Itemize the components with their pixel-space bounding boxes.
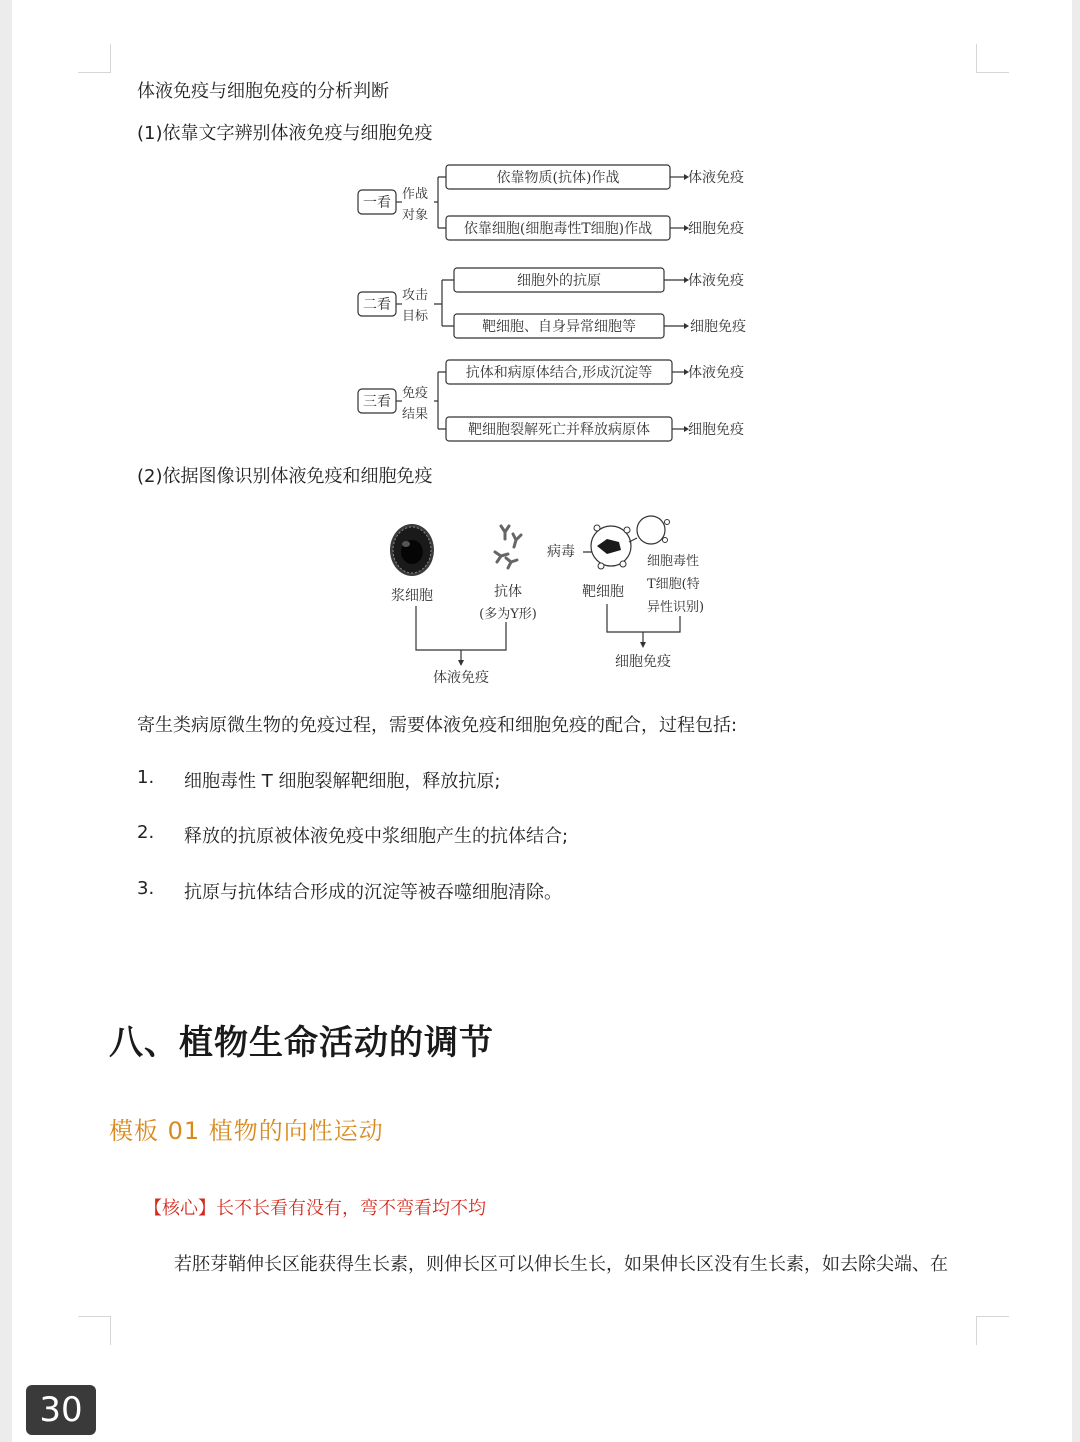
antibody-icon [495,526,521,568]
intro-paragraph: 寄生类病原微生物的免疫过程，需要体液免疫和细胞免疫的配合，过程包括: [137,715,738,736]
plasma-cell-label: 浆细胞 [391,588,433,604]
step-text: 释放的抗原被体液免疫中浆细胞产生的抗体结合; [184,826,569,847]
look-label: 三看 [363,394,391,410]
step-number: 1. [137,767,155,788]
virus-label: 病毒 [547,544,575,560]
criterion-text: 依靠细胞(细胞毒性T细胞)作战 [463,221,653,237]
criterion-text: 依靠物质(抗体)作战 [496,170,620,186]
criterion-label: 作战 [402,187,429,202]
immunity-figure [375,512,735,692]
subheading-2: (2)依据图像识别体液免疫和细胞免疫 [137,466,433,487]
crop-mark [78,44,111,73]
target-cell-icon [591,525,631,569]
step-number: 2. [137,822,155,843]
step-number: 3. [137,878,155,899]
t-cell-label-1: 细胞毒性 [647,554,700,569]
result-label: 体液免疫 [688,170,744,186]
t-cell-label-3: 异性识别) [647,600,705,615]
criterion-text: 靶细胞、自身异常细胞等 [482,319,636,335]
step-text: 细胞毒性 T 细胞裂解靶细胞，释放抗原; [184,771,501,792]
criterion-label: 免疫 [402,386,429,401]
crop-mark [976,1316,1009,1345]
result-label: 体液免疫 [688,273,744,289]
result-label: 细胞免疫 [688,422,744,438]
t-cell-label-2: T细胞(特 [647,577,700,592]
page-number-badge: 30 [26,1385,96,1435]
result-label: 细胞免疫 [690,319,746,335]
criterion-label: 对象 [402,208,429,223]
criterion-text: 细胞外的抗原 [517,273,601,289]
flow-group-3 [358,360,744,441]
target-cell-label: 靶细胞 [582,584,624,600]
criterion-text: 靶细胞裂解死亡并释放病原体 [468,422,650,438]
subheading-1: (1)依靠文字辨别体液免疫与细胞免疫 [137,123,433,144]
antibody-note: (多为Y形) [479,607,537,622]
flow-group-1 [358,165,744,240]
step-text: 抗原与抗体结合形成的沉淀等被吞噬细胞清除。 [184,882,562,903]
criterion-label: 目标 [402,309,429,324]
crop-mark [976,44,1009,73]
section-title: 八、植物生命活动的调节 [109,1023,494,1063]
antibody-label: 抗体 [494,584,522,600]
immunity-flow-diagram [350,158,770,448]
template-title: 模板 01 植物的向性运动 [109,1117,384,1145]
cellular-result-label: 细胞免疫 [615,654,671,670]
look-label: 一看 [363,195,391,211]
criterion-text: 抗体和病原体结合,形成沉淀等 [465,365,653,381]
criterion-label: 攻击 [402,288,429,303]
result-label: 细胞免疫 [688,221,744,237]
crop-mark [78,1316,111,1345]
cytotoxic-t-cell-icon [629,516,670,544]
result-label: 体液免疫 [688,365,744,381]
flow-group-2 [358,268,746,338]
humoral-result-label: 体液免疫 [433,670,489,686]
core-point: 【核心】长不长看有没有，弯不弯看均不均 [144,1198,486,1219]
heading: 体液免疫与细胞免疫的分析判断 [137,81,389,102]
body-paragraph: 若胚芽鞘伸长区能获得生长素，则伸长区可以伸长生长，如果伸长区没有生长素，如去除尖端、在 [174,1254,948,1275]
look-label: 二看 [363,297,391,313]
plasma-cell-icon [390,524,434,576]
criterion-label: 结果 [402,407,429,422]
